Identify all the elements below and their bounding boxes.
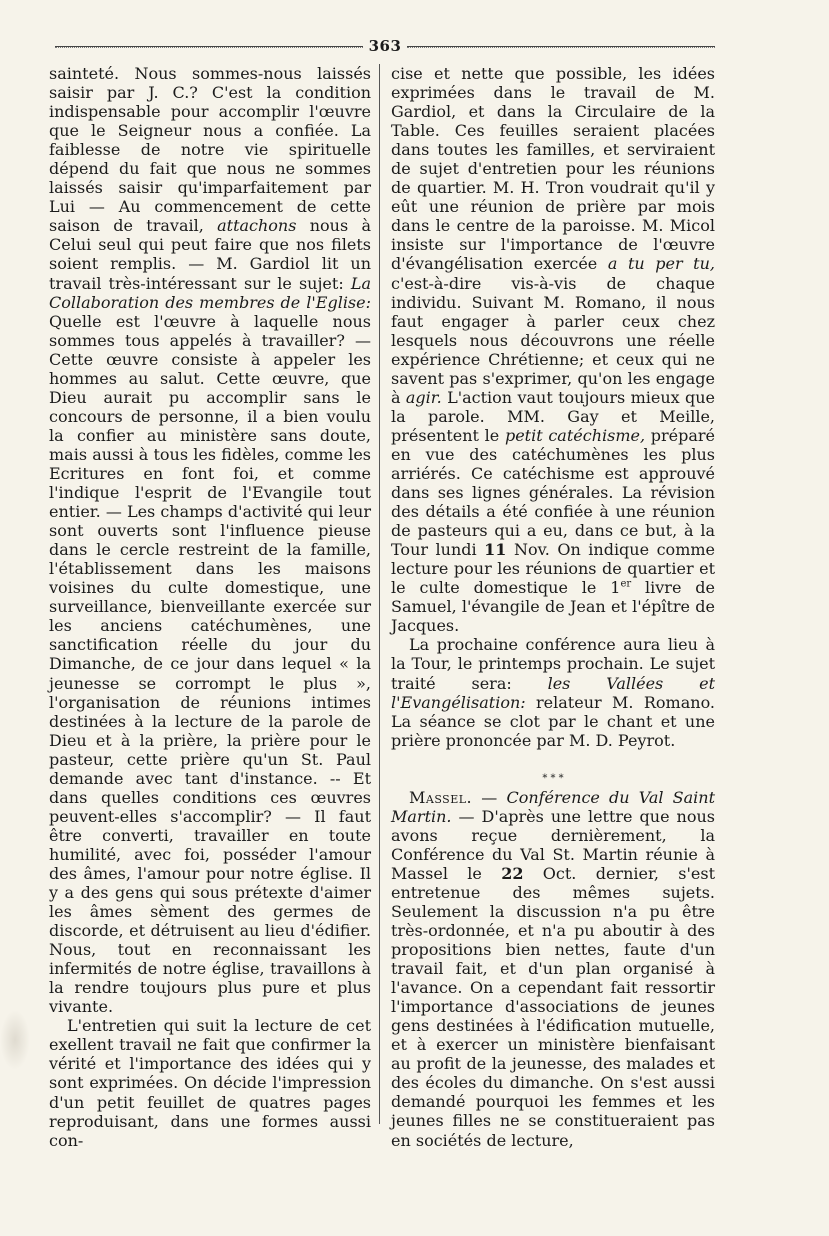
- bold-date: 22: [501, 863, 524, 883]
- left-paragraph-1: [49, 64, 371, 1016]
- bold-date: 11: [484, 540, 507, 560]
- left-paragraph-2: L'entretien qui suit la lecture de cet exellent travail ne fait que confirmer la vérité et l'importance des idées qui y sont exprimées. On décide l'impression d'un petit feuillet de quatres pages reproduisant, dans une formes aussi con-: [49, 1016, 371, 1150]
- text-run: L'action vaut toujours mieux que la parole. MM. Gay et Meille, présentent le: [391, 387, 716, 445]
- text-run: —: [472, 787, 507, 807]
- text-run: Quelle est l'œuvre à laquelle nous sommes tous appelés à travailler? — Cette œuvre consiste à appeler les hommes au salut. Cette œuvre, que Dieu aurait pu accomplir sans le concours de personne, il a bien voulu la confier au ministère sans doute, mais aussi à tous les fidèles, comme les Ecritures en font foi, et comme l'indique l'esprit de l'Evangile tout entier. — Les champs d'activité qui leur sont ouverts sont l'influence pieuse dans le cercle restreint de la famille, l'établissement dans les maisons voisines du culte domestique, une surveillance, bienveillante exercée sur les anciens catéchumènes, une sanctification réelle du jour du Dimanche, de ce jour dans lequel « la jeunesse se corrompt le plus », l'organisation de réunions intimes destinées à la lecture de la parole de Dieu et à la prière, la prière pour le pasteur, cette prière qu'un St. Paul demande avec tant d'instance. -- Et dans quelles conditions ces œuvres peuvent-elles s'accomplir? — Il faut être converti, travailler en toute humilité, avec foi, posséder l'amour des âmes, l'amour pour notre église. Il y a des gens qui sous prétexte d'aimer les âmes sèment des germes de discorde, et détruisent au lieu d'édifier. Nous, tout en reconnaissant les infermités de notre église, travaillons à la rendre toujours plus pure et plus vivante.: [49, 311, 371, 1017]
- header-rule-right: [407, 46, 715, 48]
- header-rule-left: [55, 46, 363, 48]
- italic-title: La Collaboration des membres de l'Eglise:: [49, 273, 371, 312]
- page-number: 363: [368, 37, 402, 55]
- text-run: Oct. dernier, s'est entretenue des mêmes sujets. Seulement la discussion n'a pu être très-ordonnée, et n'a pu aboutir à des propositions bien nettes, faute d'un travail fait, et d'un plan organisé à l'avance. On a cependant fait ressortir l'importance d'associations de jeunes gens destinées à l'édification mutuelle, et à exercer un ministère bienfaisant au profit de la jeunesse, des malades et des écoles du dimanche. On s'est aussi demandé pourquoi les femmes et les jeunes filles ne se constitueraient pas en sociétés de lecture,: [391, 863, 715, 1150]
- italic-run: attachons: [217, 216, 297, 236]
- text-run: — D'après une lettre que nous avons reçue dernièrement, la Conférence du Val St. Martin réunie à Massel le: [391, 806, 715, 883]
- right-paragraph-1: [391, 64, 715, 635]
- italic-run: a tu per tu,: [607, 254, 715, 274]
- italic-run: petit catéchisme,: [504, 425, 646, 445]
- text-run: relateur M. Romano. La séance se clot par le chant et une prière prononcée par M. D. Peyrot.: [391, 692, 715, 750]
- text-run: nous à Celui seul qui peut faire que nos filets soient remplis. — M. Gardiol lit un travail très-intéressant sur le sujet:: [49, 216, 372, 293]
- superscript: er: [620, 578, 632, 590]
- text-run: sainteté. Nous sommes-nous laissés saisir par J. C.? C'est la condition indispensable pour accomplir l'œuvre que le Seigneur nous a confiée. La faiblesse de notre vie spirituelle dépend du fait que nous ne sommes laissés saisir qu'imparfaitement par Lui — Au commencement de cette saison de travail,: [49, 64, 371, 236]
- page-header: [55, 34, 715, 58]
- column-divider: [379, 64, 380, 1124]
- paper-stain: [0, 1010, 30, 1070]
- section-title: Massel.: [409, 787, 473, 807]
- text-run: c'est-à-dire vis-à-vis de chaque individu. Suivant M. Romano, il nous faut engager à parler ceux chez lesquels nous découvrons une réelle expérience Chrétienne; et ceux qui ne savent pas s'exprimer, qu'on les engage à: [391, 273, 715, 407]
- italic-title: les Vallées et l'Evangélisation:: [391, 673, 715, 712]
- right-column: [391, 64, 715, 1150]
- italic-title: Conférence du Val Saint Martin.: [391, 787, 715, 826]
- text-run: Nov. On indique comme lecture pour les réunions de quartier et le culte domestique le 1: [391, 540, 715, 598]
- right-paragraph-2: [391, 635, 715, 749]
- text-run: La prochaine conférence aura lieu à la Tour, le printemps prochain. Le sujet traité sera:: [391, 635, 715, 693]
- text-run: cise et nette que possible, les idées exprimées dans le travail de M. Gardiol, et dans la Circulaire de la Table. Ces feuilles seraient placées dans toutes les familles, et serviraient de sujet d'entretien pour les réunions de quartier. M. H. Tron voudrait qu'il y eût une réunion de prière par mois dans le centre de la paroisse. M. Micol insiste sur l'importance de l'œuvre d'évangélisation exercée: [391, 64, 715, 274]
- italic-run: agir.: [405, 387, 442, 407]
- section-separator-stars: * * *: [542, 772, 564, 784]
- text-run: livre de Samuel, l'évangile de Jean et l'épître de Jacques.: [391, 578, 715, 636]
- right-paragraph-3: [391, 788, 715, 1150]
- text-run: préparé en vue des catéchumènes les plus arriérés. Ce catéchisme est approuvé dans ses lignes générales. La révision des détails a été confiée à une réunion de pasteurs qui a eu, dans ce but, à la Tour lundi: [391, 425, 716, 560]
- left-column: [49, 64, 371, 1150]
